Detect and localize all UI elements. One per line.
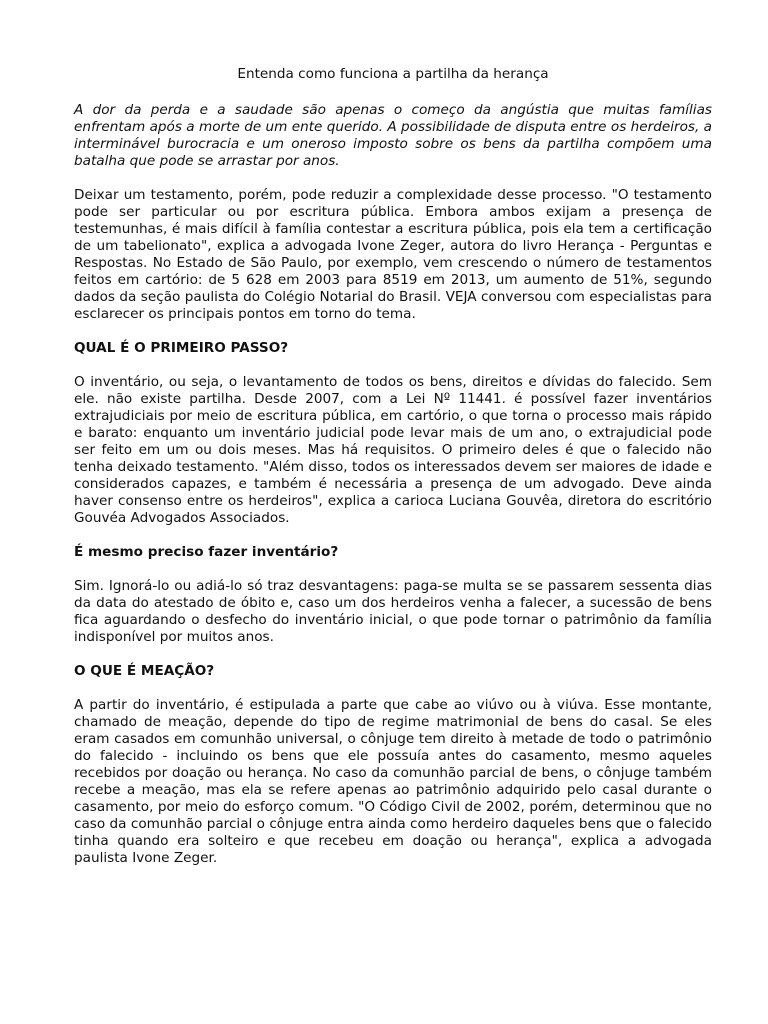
document-title: Entenda como funciona a partilha da herança bbox=[237, 66, 549, 82]
section-heading-primeiro-passo: QUAL É O PRIMEIRO PASSO? bbox=[74, 340, 289, 356]
lead-paragraph: A dor da perda e a saudade são apenas o começo da angústia que muitas famílias enfrentam após a morte de um ente querido. A possibilidade de disputa entre os herdeiros, a interminável burocracia e um oneroso imposto sobre os bens da partilha compõem uma batalha que pode se arrastar por anos. bbox=[74, 102, 712, 169]
intro-paragraph: Deixar um testamento, porém, pode reduzir a complexidade desse processo. "O testamento pode ser particular ou por escritura pública. Embora ambos exijam a presença de testemunhas, é mais difícil à família contestar a escritura pública, pois ela tem a certificação de um tabelionato", explica a advogada Ivone Zeger, autora do livro Herança - Perguntas e Respostas. No Estado de São Paulo, por exemplo, vem crescendo o número de testamentos feitos em cartório: de 5 628 em 2003 para 8519 em 2013, um aumento de 51%, segundo dados da seção paulista do Colégio Notarial do Brasil. VEJA conversou com especialistas para esclarecer os principais pontos em torno do tema. bbox=[74, 187, 712, 322]
section-body-inventario: Sim. Ignorá-lo ou adiá-lo só traz desvantagens: paga-se multa se se passarem sessenta dias da data do atestado de óbito e, caso um dos herdeiros venha a falecer, a sucessão de bens fica aguardando o desfecho do inventário inicial, o que pode tornar o patrimônio da família indisponível por muitos anos. bbox=[74, 578, 712, 645]
section-body-meacao: A partir do inventário, é estipulada a parte que cabe ao viúvo ou à viúva. Esse montante, chamado de meação, depende do tipo de regime matrimonial de bens do casal. Se eles eram casados em comunhão universal, o cônjuge tem direito à metade de todo o patrimônio do falecido - incluindo os bens que ele possuía antes do casamento, mesmo aqueles recebidos por doação ou herança. No caso da comunhão parcial de bens, o cônjuge também recebe a meação, mas ela se refere apenas ao patrimônio adquirido pelo casal durante o casamento, por meio do esforço comum. "O Código Civil de 2002, porém, determinou que no caso da comunhão parcial o cônjuge entra ainda como herdeiro daqueles bens que o falecido tinha quando era solteiro e que recebeu em doação ou herança", explica a advogada paulista Ivone Zeger. bbox=[74, 697, 712, 866]
section-heading-meacao: O QUE É MEAÇÃO? bbox=[74, 663, 215, 679]
section-heading-inventario: É mesmo preciso fazer inventário? bbox=[74, 544, 339, 560]
section-body-primeiro-passo: O inventário, ou seja, o levantamento de todos os bens, direitos e dívidas do falecido. Sem ele. não existe partilha. Desde 2007, com a Lei Nº 11441. é possível fazer inventários extrajudiciais por meio de escritura pública, em cartório, o que torna o processo mais rápido e barato: enquanto um inventário judicial pode levar mais de um ano, o extrajudicial pode ser feito em um ou dois meses. Mas há requisitos. O primeiro deles é que o falecido não tenha deixado testamento. "Além disso, todos os interessados devem ser maiores de idade e considerados capazes, e também é necessária a presença de um advogado. Deve ainda haver consenso entre os herdeiros", explica a carioca Luciana Gouvêa, diretora do escritório Gouvéa Advogados Associados. bbox=[74, 374, 712, 526]
